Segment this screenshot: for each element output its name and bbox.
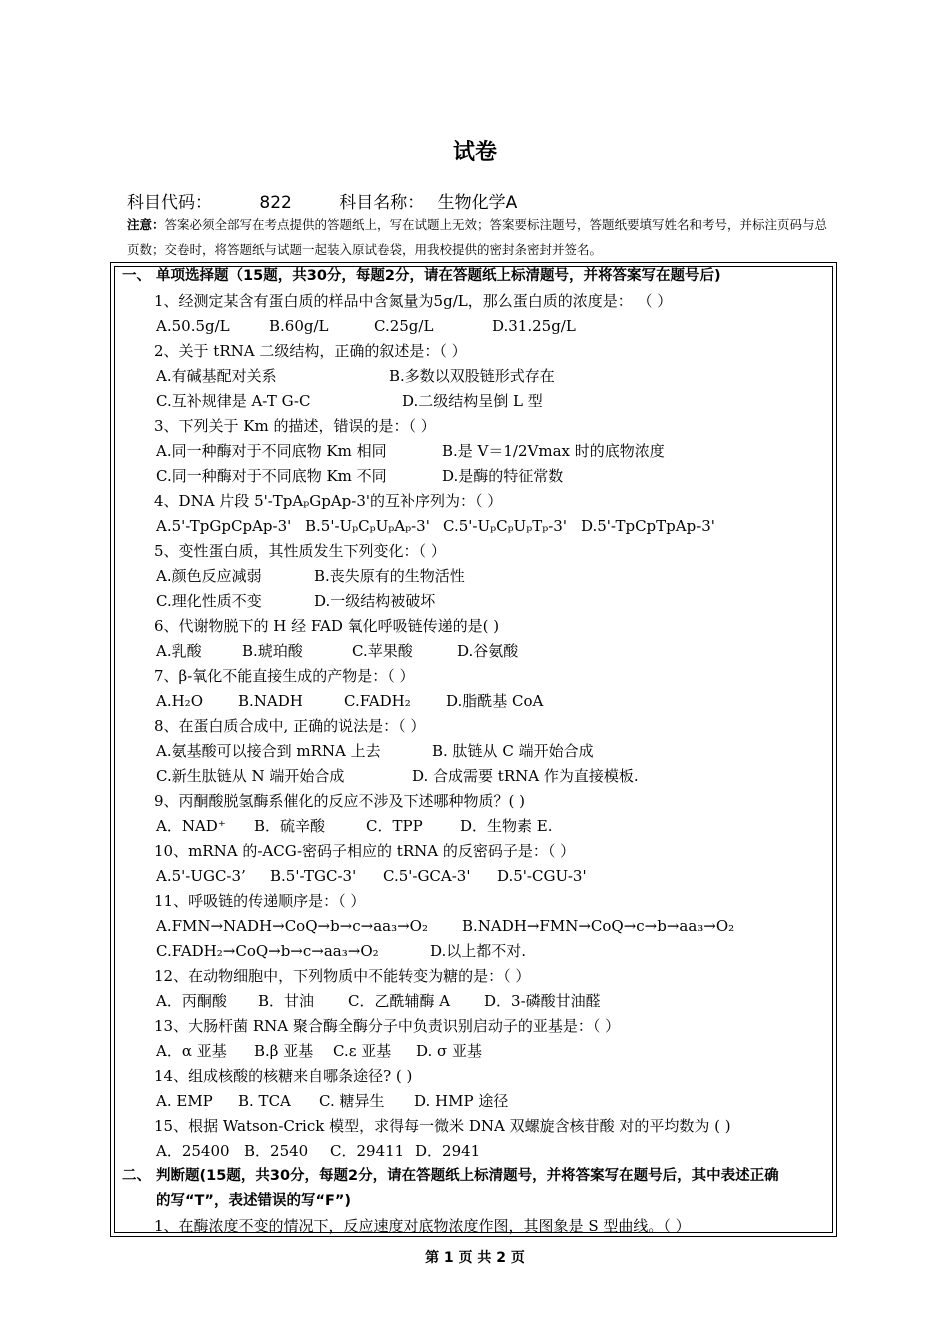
q10-option-b: B.5'-TGC-3' — [270, 867, 357, 885]
q14-option-b: B. TCA — [238, 1092, 291, 1110]
notice-text: 答案必须全部写在考点提供的答题纸上，写在试题上无效；答案要标注题号，答题纸要填写姓名和考号，并标注页码与总页数；交卷时，将答题纸与试题一起装入原试卷袋，用我校提供的密封条密封并签名。 — [127, 217, 828, 257]
section-2-heading: 二、 判断题(15题，共30分，每题2分，请在答题纸上标清题号，并将答案写在题号后，其中表述正确 — [122, 1168, 779, 1184]
question-13: 13、大肠杆菌 RNA 聚合酶全酶分子中负责识别启动子的亚基是：（ ） — [154, 1017, 621, 1035]
section-1-heading: 一、 单项选择题（15题，共30分，每题2分，请在答题纸上标清题号，并将答案写在题号后) — [122, 268, 721, 284]
q15-option-c: C．29411 — [330, 1142, 405, 1160]
q13-option-c: C.ε 亚基 — [333, 1042, 392, 1060]
q9-option-b: B．硫辛酸 — [254, 817, 326, 835]
subject-name: 生物化学A — [437, 193, 518, 213]
question-14: 14、组成核酸的核糖来自哪条途径? ( ) — [154, 1067, 413, 1085]
question-3: 3、下列关于 Km 的描述，错误的是：（ ） — [154, 417, 436, 435]
q9-option-a: A．NAD⁺ — [156, 817, 226, 835]
q7-option-a: A.H₂O — [156, 692, 203, 710]
q12-option-a: A．丙酮酸 — [156, 992, 227, 1010]
q10-option-a: A.5'-UGC-3’ — [156, 867, 246, 885]
q14-option-d: D. HMP 途径 — [414, 1092, 509, 1110]
q14-option-a: A. EMP — [156, 1092, 213, 1110]
q12-option-c: C．乙酰辅酶 A — [348, 992, 451, 1010]
q1-option-b: B.60g/L — [269, 317, 329, 335]
exam-title: 试卷 — [452, 140, 497, 165]
question-6: 6、代谢物脱下的 H 经 FAD 氧化呼吸链传递的是( ) — [154, 617, 500, 635]
q3-option-d: D.是酶的特征常数 — [442, 467, 564, 485]
q13-option-d: D. σ 亚基 — [416, 1042, 483, 1060]
page-footer: 第 1 页 共 2 页 — [425, 1250, 525, 1266]
question-2: 2、关于 tRNA 二级结构，正确的叙述是：（ ） — [154, 342, 467, 360]
q4-option-b: B.5'-UₚCₚUₚAₚ-3' — [305, 517, 430, 535]
q2-option-a: A.有碱基配对关系 — [156, 367, 277, 385]
q3-option-a: A.同一种酶对于不同底物 Km 相同 — [156, 442, 387, 460]
q8-option-c: C.新生肽链从 N 端开始合成 — [156, 767, 345, 785]
q6-option-d: D.谷氨酸 — [457, 642, 519, 660]
q15-option-b: B．2540 — [244, 1142, 309, 1160]
notice — [127, 212, 832, 262]
question-5: 5、变性蛋白质，其性质发生下列变化：（ ） — [154, 542, 446, 560]
q6-option-a: A.乳酸 — [156, 642, 202, 660]
question-12: 12、在动物细胞中，下列物质中不能转变为糖的是：（ ） — [154, 967, 531, 985]
q1-option-d: D.31.25g/L — [492, 317, 576, 335]
q7-option-d: D.脂酰基 CoA — [446, 692, 544, 710]
q3-option-b: B.是 V＝1/2Vmax 时的底物浓度 — [442, 442, 665, 460]
section-2-heading-cont: 的写“T”，表述错误的写“F”) — [156, 1193, 352, 1209]
q8-option-a: A.氨基酸可以接合到 mRNA 上去 — [156, 742, 381, 760]
q11-option-d: D.以上都不对. — [430, 942, 527, 960]
q3-option-c: C.同一种酶对于不同底物 Km 不同 — [156, 467, 387, 485]
question-15: 15、根据 Watson-Crick 模型，求得每一微米 DNA 双螺旋含核苷酸 对的平均数为 ( ) — [154, 1117, 731, 1135]
q10-option-c: C.5'-GCA-3' — [383, 867, 471, 885]
q2-option-c: C.互补规律是 A-T G-C — [156, 392, 311, 410]
question-10: 10、mRNA 的-ACG-密码子相应的 tRNA 的反密码子是：（ ） — [154, 842, 576, 860]
question-4: 4、DNA 片段 5'-TpAₚGpAp-3'的互补序列为：（ ） — [154, 492, 503, 510]
q6-option-c: C.苹果酸 — [352, 642, 413, 660]
q12-option-b: B．甘油 — [258, 992, 315, 1010]
q9-option-c: C．TPP — [366, 817, 423, 835]
q11-option-c: C.FADH₂→CoQ→b→c→aa₃→O₂ — [156, 942, 379, 960]
q4-option-c: C.5'-UₚCₚUₚTₚ-3' — [443, 517, 567, 535]
subject-code-label: 科目代码： — [127, 193, 212, 213]
q8-option-d: D. 合成需要 tRNA 作为直接模板. — [412, 767, 639, 785]
subject-line — [127, 188, 517, 213]
q4-option-d: D.5'-TpCpTpAp-3' — [581, 517, 715, 535]
q1-option-a: A.50.5g/L — [156, 317, 230, 335]
judgement-1: 1、在酶浓度不变的情况下，反应速度对底物浓度作图，其图象是 S 型曲线。（ ） — [154, 1217, 691, 1235]
q5-option-b: B.丧失原有的生物活性 — [314, 567, 465, 585]
q5-option-c: C.理化性质不变 — [156, 592, 262, 610]
q10-option-d: D.5'-CGU-3' — [497, 867, 587, 885]
q15-option-d: D．2941 — [415, 1142, 481, 1160]
q1-option-c: C.25g/L — [374, 317, 434, 335]
q8-option-b: B. 肽链从 C 端开始合成 — [432, 742, 594, 760]
subject-code: 822 — [259, 193, 292, 213]
question-11: 11、呼吸链的传递顺序是：（ ） — [154, 892, 366, 910]
question-9: 9、丙酮酸脱氢酶系催化的反应不涉及下述哪种物质？( ) — [154, 792, 526, 810]
q2-option-d: D.二级结构呈倒 L 型 — [402, 392, 543, 410]
q2-option-b: B.多数以双股链形式存在 — [389, 367, 555, 385]
q5-option-d: D.一级结构被破坏 — [314, 592, 436, 610]
q15-option-a: A．25400 — [156, 1142, 230, 1160]
q11-option-b: B.NADH→FMN→CoQ→c→b→aa₃→O₂ — [462, 917, 735, 935]
notice-label: 注意： — [127, 217, 165, 232]
q5-option-a: A.颜色反应减弱 — [156, 567, 262, 585]
subject-name-label: 科目名称： — [339, 193, 425, 213]
q7-option-c: C.FADH₂ — [344, 692, 411, 710]
q4-option-a: A.5'-TpGpCpAp-3' — [156, 517, 292, 535]
q14-option-c: C. 糖异生 — [319, 1092, 385, 1110]
q7-option-b: B.NADH — [238, 692, 303, 710]
q13-option-a: A．α 亚基 — [156, 1042, 227, 1060]
q13-option-b: B.β 亚基 — [254, 1042, 314, 1060]
question-8: 8、在蛋白质合成中, 正确的说法是：（ ） — [154, 717, 426, 735]
question-1: 1、经测定某含有蛋白质的样品中含氮量为5g/L，那么蛋白质的浓度是： （ ） — [154, 292, 673, 310]
q11-option-a: A.FMN→NADH→CoQ→b→c→aa₃→O₂ — [156, 917, 428, 935]
q12-option-d: D．3-磷酸甘油醛 — [484, 992, 601, 1010]
q6-option-b: B.琥珀酸 — [242, 642, 303, 660]
q9-option-d: D．生物素 E. — [460, 817, 553, 835]
question-7: 7、β-氧化不能直接生成的产物是：（ ） — [154, 667, 415, 685]
